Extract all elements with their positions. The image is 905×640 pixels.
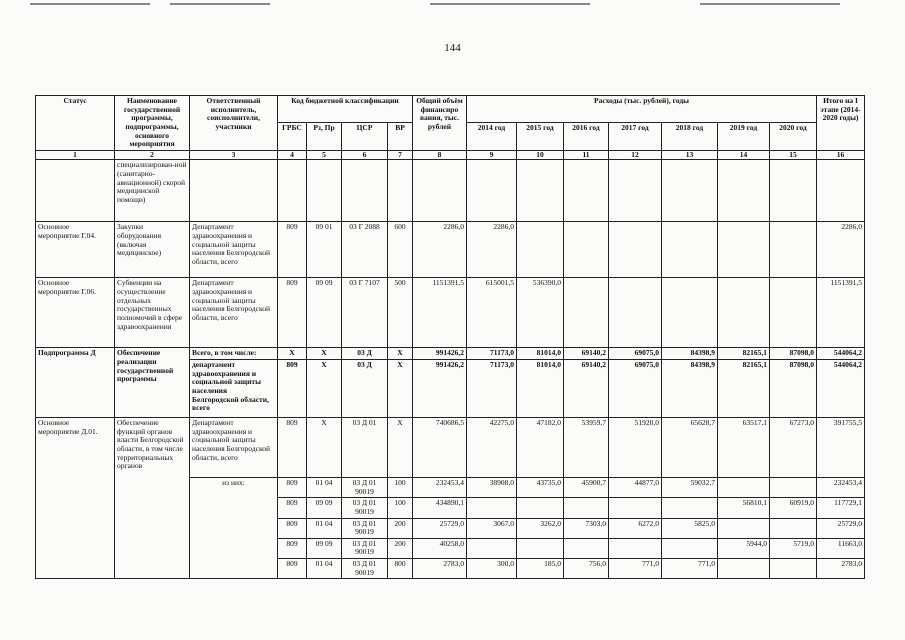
cell-year: 69075,0 bbox=[609, 348, 662, 360]
cell-grbs: 809 bbox=[278, 538, 307, 558]
header-year: 2020 год bbox=[770, 123, 817, 150]
cell-year bbox=[662, 222, 718, 278]
header-rzpr: Рз, Пр bbox=[307, 123, 342, 150]
cell-year: 51920,0 bbox=[609, 418, 662, 478]
cell-year: 6272,0 bbox=[609, 518, 662, 538]
top-edge-line bbox=[430, 3, 590, 5]
cell-rzpr: 09 09 bbox=[307, 498, 342, 518]
cell-year bbox=[662, 278, 718, 348]
cell-year: 56810,1 bbox=[718, 498, 770, 518]
cell-year: 756,0 bbox=[564, 559, 609, 579]
cell-year bbox=[770, 222, 817, 278]
cell-year: 771,0 bbox=[662, 559, 718, 579]
cell-year bbox=[609, 538, 662, 558]
page-number: 144 bbox=[444, 42, 461, 54]
cell-rzpr: X bbox=[307, 360, 342, 418]
cell-year: 71173,0 bbox=[467, 348, 517, 360]
cell-year bbox=[517, 538, 564, 558]
cell-stage-total: 25729,0 bbox=[817, 518, 865, 538]
cell-grbs: 809 bbox=[278, 518, 307, 538]
cell-year bbox=[662, 498, 718, 518]
cell-year: 7303,0 bbox=[564, 518, 609, 538]
cell-stage-total: 544064,2 bbox=[817, 360, 865, 418]
cell-csr: 03 Д 01 90019 bbox=[342, 478, 388, 498]
cell-rzpr: 01 04 bbox=[307, 478, 342, 498]
cell-year: 71173,0 bbox=[467, 360, 517, 418]
header-grbs: ГРБС bbox=[278, 123, 307, 150]
cell-year: 185,0 bbox=[517, 559, 564, 579]
cell-total: 2286,0 bbox=[413, 222, 467, 278]
cell-stage-total: 1151391,5 bbox=[817, 278, 865, 348]
cell-csr: 03 Д bbox=[342, 348, 388, 360]
cell-year bbox=[609, 278, 662, 348]
cell-grbs: 809 bbox=[278, 418, 307, 478]
cell-year: 5719,0 bbox=[770, 538, 817, 558]
cell-year: 84398,9 bbox=[662, 360, 718, 418]
cell-year: 69140,2 bbox=[564, 348, 609, 360]
col-number: 12 bbox=[609, 150, 662, 160]
cell-vr: X bbox=[388, 348, 413, 360]
cell-csr: 03 Д 01 90019 bbox=[342, 498, 388, 518]
cell-year: 81014,0 bbox=[517, 348, 564, 360]
cell-year: 69140,2 bbox=[564, 360, 609, 418]
cell-vr: X bbox=[388, 418, 413, 478]
cell-csr: 03 Г 7107 bbox=[342, 278, 388, 348]
col-number: 13 bbox=[662, 150, 718, 160]
cell-vr: 200 bbox=[388, 518, 413, 538]
header-row bbox=[36, 96, 865, 123]
header-budget-class: Код бюджетной классификации bbox=[278, 96, 413, 123]
cell-year: 84398,9 bbox=[662, 348, 718, 360]
cell-csr: 03 Г 2088 bbox=[342, 222, 388, 278]
cell-year bbox=[564, 278, 609, 348]
cell-year: 3262,0 bbox=[517, 518, 564, 538]
cell-csr: 03 Д 01 90019 bbox=[342, 559, 388, 579]
col-number: 14 bbox=[718, 150, 770, 160]
cell-status: Основное мероприятие Г.06. bbox=[36, 278, 115, 348]
cell-year: 5825,0 bbox=[662, 518, 718, 538]
header-csr: ЦСР bbox=[342, 123, 388, 150]
cell-year: 63517,1 bbox=[718, 418, 770, 478]
col-number: 11 bbox=[564, 150, 609, 160]
cell-year bbox=[718, 518, 770, 538]
cell-executor: Департамент здравоохранения и социальной защиты населения Белгородской области, всего bbox=[190, 418, 278, 478]
cell-year bbox=[770, 559, 817, 579]
cell-rzpr: 09 09 bbox=[307, 278, 342, 348]
cell-name: Закупки оборудования (включая медицинское) bbox=[115, 222, 190, 278]
cell-name: Обеспечение функций органов власти Белгородской области, в том числе территориальных органов bbox=[115, 418, 190, 579]
col-number: 16 bbox=[817, 150, 865, 160]
cell-year: 5944,0 bbox=[718, 538, 770, 558]
cell-rzpr: 09 09 bbox=[307, 538, 342, 558]
top-edge-line bbox=[170, 3, 270, 5]
col-number: 7 bbox=[388, 150, 413, 160]
header-vr: ВР bbox=[388, 123, 413, 150]
cell-vr: 600 bbox=[388, 222, 413, 278]
header-year: 2015 год bbox=[517, 123, 564, 150]
cell-name: Субвенции на осуществление отдельных государственных полномочий в сфере здравоохранения bbox=[115, 278, 190, 348]
cell-stage-total: 544064,2 bbox=[817, 348, 865, 360]
column-number-row bbox=[36, 150, 865, 160]
cell-vr: 100 bbox=[388, 478, 413, 498]
cell-executor: Департамент здравоохранения и социальной защиты населения Белгородской области, всего bbox=[190, 278, 278, 348]
col-number: 5 bbox=[307, 150, 342, 160]
table-row bbox=[36, 278, 865, 348]
cell-csr: 03 Д 01 90019 bbox=[342, 538, 388, 558]
cell-total: 2783,0 bbox=[413, 559, 467, 579]
cell-year: 45900,7 bbox=[564, 478, 609, 498]
cell-rzpr: X bbox=[307, 418, 342, 478]
cell-grbs: 809 bbox=[278, 278, 307, 348]
header-year: 2018 год bbox=[662, 123, 718, 150]
cell-year bbox=[517, 498, 564, 518]
cell-vr: X bbox=[388, 360, 413, 418]
cell-year: 87098,0 bbox=[770, 348, 817, 360]
cell-stage-total: 11663,0 bbox=[817, 538, 865, 558]
header-name: Наименование государственной программы, подпрограммы, основного мероприятия bbox=[115, 96, 190, 151]
table-row bbox=[36, 418, 865, 478]
cell-executor: Департамент здравоохранения и социальной защиты населения Белгородской области, всего bbox=[190, 222, 278, 278]
cell-year bbox=[517, 222, 564, 278]
budget-table bbox=[35, 95, 865, 579]
cell-year: 65628,7 bbox=[662, 418, 718, 478]
cell-year: 82165,1 bbox=[718, 360, 770, 418]
cell-year bbox=[770, 518, 817, 538]
cell-executor: департамент здравоохранения и социальной защиты населения Белгородской области, всего bbox=[190, 360, 278, 418]
cell-year: 87098,0 bbox=[770, 360, 817, 418]
cell-year bbox=[609, 222, 662, 278]
cell-status: Основное мероприятие Д.01. bbox=[36, 418, 115, 579]
cell-year: 3067,0 bbox=[467, 518, 517, 538]
cell-grbs: 809 bbox=[278, 360, 307, 418]
header-year: 2016 год bbox=[564, 123, 609, 150]
cell-vr: 100 bbox=[388, 498, 413, 518]
cell-year: 42275,0 bbox=[467, 418, 517, 478]
cell-year: 615001,5 bbox=[467, 278, 517, 348]
top-edge-line bbox=[700, 3, 840, 5]
cell-rzpr: 01 04 bbox=[307, 559, 342, 579]
cell-csr: 03 Д 01 90019 bbox=[342, 518, 388, 538]
cell-stage-total: 391755,5 bbox=[817, 418, 865, 478]
cell-year bbox=[770, 478, 817, 498]
col-number: 3 bbox=[190, 150, 278, 160]
cell-status: Основное мероприятие Г.04. bbox=[36, 222, 115, 278]
cell-year bbox=[718, 478, 770, 498]
cell-csr: 03 Д 01 bbox=[342, 418, 388, 478]
cell-year: 60919,0 bbox=[770, 498, 817, 518]
cell-vr: 500 bbox=[388, 278, 413, 348]
cell-stage-total: 232453,4 bbox=[817, 478, 865, 498]
cell-grbs: 809 bbox=[278, 498, 307, 518]
cell-year: 47182,0 bbox=[517, 418, 564, 478]
cell-total: 232453,4 bbox=[413, 478, 467, 498]
cell-year: 82165,1 bbox=[718, 348, 770, 360]
cell-year bbox=[467, 538, 517, 558]
col-number: 1 bbox=[36, 150, 115, 160]
cell-year: 43735,0 bbox=[517, 478, 564, 498]
table-row bbox=[36, 160, 865, 222]
col-number: 4 bbox=[278, 150, 307, 160]
cell-total: 434890,1 bbox=[413, 498, 467, 518]
cell-status: Подпрограмма Д bbox=[36, 348, 115, 418]
col-number: 2 bbox=[115, 150, 190, 160]
cell-year bbox=[609, 498, 662, 518]
cell-year: 536390,0 bbox=[517, 278, 564, 348]
cell-year bbox=[718, 559, 770, 579]
cell-rzpr: X bbox=[307, 348, 342, 360]
col-number: 10 bbox=[517, 150, 564, 160]
cell-csr: 03 Д bbox=[342, 360, 388, 418]
col-number: 6 bbox=[342, 150, 388, 160]
cell-stage-total: 2286,0 bbox=[817, 222, 865, 278]
cell-stage-total: 117729,1 bbox=[817, 498, 865, 518]
cell-grbs: X bbox=[278, 348, 307, 360]
col-number: 8 bbox=[413, 150, 467, 160]
cell-year: 59032,7 bbox=[662, 478, 718, 498]
cell-year bbox=[564, 222, 609, 278]
cell-vr: 200 bbox=[388, 538, 413, 558]
cell-grbs: 809 bbox=[278, 559, 307, 579]
cell-year bbox=[564, 498, 609, 518]
cell-total: 25729,0 bbox=[413, 518, 467, 538]
cell-year bbox=[718, 278, 770, 348]
cell-executor: Всего, в том числе: bbox=[190, 348, 278, 360]
cell-total: 991426,2 bbox=[413, 348, 467, 360]
cell-year: 771,0 bbox=[609, 559, 662, 579]
cell-total: 40258,0 bbox=[413, 538, 467, 558]
cell-total: 1151391,5 bbox=[413, 278, 467, 348]
header-stage-total: Итого на I этапе (2014-2020 годы) bbox=[817, 96, 865, 151]
cell-executor: из них: bbox=[190, 478, 278, 498]
cell-name: Обеспечение реализации государственной программы bbox=[115, 348, 190, 418]
cell-name: специализирован-ной (санитарно-авиационной) скорой медицинской помощи) bbox=[115, 160, 190, 222]
col-number: 9 bbox=[467, 150, 517, 160]
cell-grbs: 809 bbox=[278, 222, 307, 278]
cell-total: 991426,2 bbox=[413, 360, 467, 418]
header-status: Статус bbox=[36, 96, 115, 151]
cell-year bbox=[564, 538, 609, 558]
cell-year: 67273,0 bbox=[770, 418, 817, 478]
top-edge-line bbox=[30, 3, 150, 5]
header-year: 2019 год bbox=[718, 123, 770, 150]
header-total: Общий объём финансиро вания, тыс. рублей bbox=[413, 96, 467, 151]
cell-year: 2286,0 bbox=[467, 222, 517, 278]
table-row bbox=[36, 348, 865, 360]
cell-vr: 800 bbox=[388, 559, 413, 579]
cell-year bbox=[662, 538, 718, 558]
cell-year: 53959,7 bbox=[564, 418, 609, 478]
header-expenses: Расходы (тыс. рублей), годы bbox=[467, 96, 817, 123]
cell-year: 38908,0 bbox=[467, 478, 517, 498]
header-year: 2017 год bbox=[609, 123, 662, 150]
cell-total: 740686,5 bbox=[413, 418, 467, 478]
cell-year: 44877,0 bbox=[609, 478, 662, 498]
cell-year: 81014,0 bbox=[517, 360, 564, 418]
table-row bbox=[36, 222, 865, 278]
cell-rzpr: 09 01 bbox=[307, 222, 342, 278]
cell-year bbox=[770, 278, 817, 348]
header-year: 2014 год bbox=[467, 123, 517, 150]
col-number: 15 bbox=[770, 150, 817, 160]
header-executor: Ответственный исполнитель, соисполнители, участники bbox=[190, 96, 278, 151]
cell-year bbox=[467, 498, 517, 518]
cell-grbs: 809 bbox=[278, 478, 307, 498]
cell-year: 69075,0 bbox=[609, 360, 662, 418]
cell-stage-total: 2783,0 bbox=[817, 559, 865, 579]
cell-rzpr: 01 04 bbox=[307, 518, 342, 538]
cell-year bbox=[718, 222, 770, 278]
cell-year: 300,0 bbox=[467, 559, 517, 579]
